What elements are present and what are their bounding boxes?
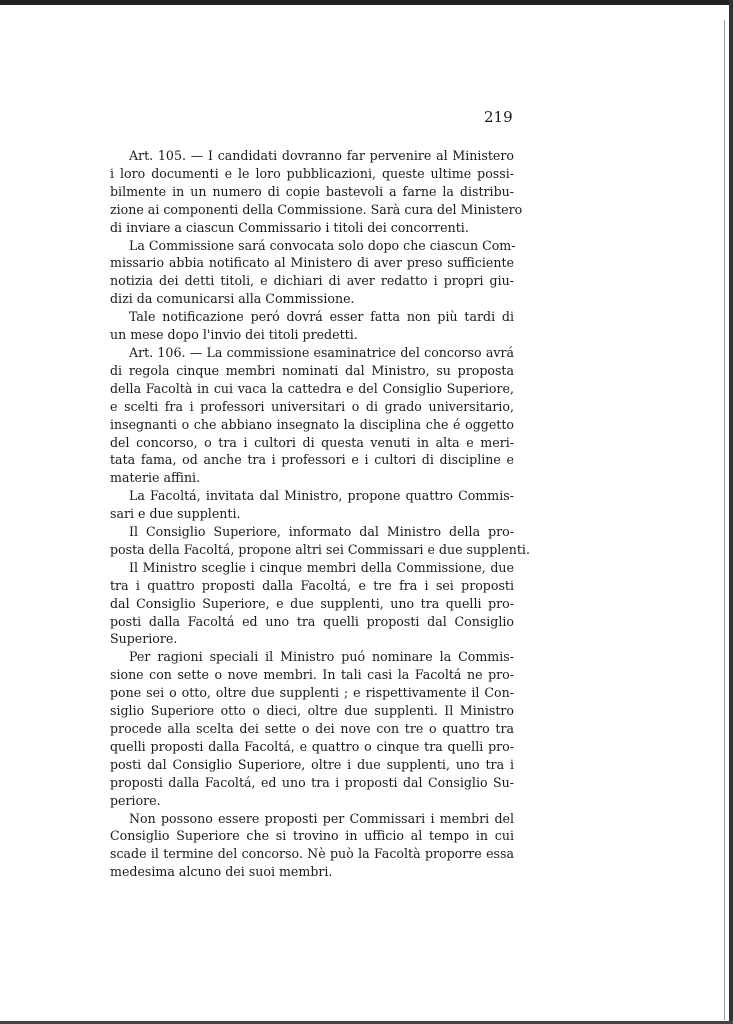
paragraph <box>110 237 514 309</box>
body-text <box>110 147 530 881</box>
paragraph <box>110 308 514 344</box>
text-line: proposti dalla Facoltá, ed uno tra i proposti dal Consiglio Su- <box>110 774 514 790</box>
text-line: siglio Superiore otto o dieci, oltre due supplenti. Il Ministro <box>110 703 514 719</box>
text-line: La Facoltá, invitata dal Ministro, propone quattro Commis- <box>129 488 514 504</box>
text-line: quelli proposti dalla Facoltá, e quattro o cinque tra quelli pro- <box>110 738 514 754</box>
text-line: La Commissione sará convocata solo dopo che ciascun Com- <box>129 237 516 253</box>
text-line: Art. 105. — I candidati dovranno far pervenire al Ministero <box>129 148 514 163</box>
text-line: zione ai componenti della Commissione. Sarà cura del Ministero <box>110 201 523 217</box>
text-line: Art. 106. — La commissione esaminatrice del concorso avrá <box>129 344 514 360</box>
text-line: procede alla scelta dei sette o dei nove con tre o quattro tra <box>110 721 514 736</box>
text-line: posti dal Consiglio Superiore, oltre i due supplenti, uno tra i <box>110 756 514 772</box>
text-line: dizi da comunicarsi alla Commissione. <box>110 291 355 307</box>
text-line: pone sei o otto, oltre due supplenti ; e rispettivamente il Con- <box>110 685 514 701</box>
text-line: posta della Facoltá, propone altri sei Commissari e due supplenti. <box>110 541 530 557</box>
text-line: tra i quattro proposti dalla Facoltá, e tre fra i sei proposti <box>110 577 514 593</box>
text-line: periore. <box>110 792 161 808</box>
text-line: missario abbia notificato al Ministero di aver preso sufficiente <box>110 255 514 271</box>
text-line: del concorso, o tra i cultori di questa venuti in alta e meri- <box>110 434 514 450</box>
page-number: 219 <box>484 108 513 126</box>
paragraph <box>110 559 514 649</box>
text-line: scade il termine del concorso. Nè può la Facoltà proporre essa <box>110 846 514 862</box>
paragraph <box>110 487 514 523</box>
text-line: notizia dei detti titoli, e dichiari di aver redatto i propri giu- <box>110 273 514 289</box>
text-line: materie affini. <box>110 470 201 486</box>
scan-top-edge <box>0 0 733 5</box>
text-line: della Facoltà in cui vaca la cattedra e del Consiglio Superiore, <box>110 380 514 396</box>
paragraph <box>110 147 523 237</box>
text-line: i loro documenti e le loro pubblicazioni, queste ultime possi- <box>110 165 514 181</box>
text-line: di inviare a ciascun Commissario i titoli dei concorrenti. <box>110 219 469 235</box>
text-line: di regola cinque membri nominati dal Ministro, su proposta <box>110 362 514 378</box>
text-line: Superiore. <box>110 631 178 647</box>
text-line: bilmente in un numero di copie bastevoli a farne la distribu- <box>110 183 514 199</box>
paragraph <box>110 344 514 487</box>
text-line: Non possono essere proposti per Commissari i membri del <box>129 810 514 826</box>
text-line: tata fama, od anche tra i professori e i cultori di discipline e <box>110 452 514 468</box>
text-line: Il Ministro sceglie i cinque membri della Commissione, due <box>129 559 514 575</box>
text-line: sari e due supplenti. <box>110 506 241 522</box>
text-line: Il Consiglio Superiore, informato dal Ministro della pro- <box>129 524 514 540</box>
text-line: sione con sette o nove membri. In tali casi la Facoltá ne pro- <box>110 667 514 683</box>
scan-right-shadow <box>724 20 725 1020</box>
text-line: Tale notificazione peró dovrá esser fatta non più tardi di <box>129 309 514 325</box>
text-line: un mese dopo l'invio dei titoli predetti. <box>110 327 358 343</box>
paragraph <box>110 523 530 559</box>
text-line: e scelti fra i professori universitari o di grado universitario, <box>110 398 514 414</box>
paragraph <box>110 648 514 809</box>
text-line: Per ragioni speciali il Ministro puó nominare la Commis- <box>129 649 514 665</box>
text-line: medesima alcuno dei suoi membri. <box>110 864 333 880</box>
text-line: posti dalla Facoltá ed uno tra quelli proposti dal Consiglio <box>110 613 514 629</box>
text-line: dal Consiglio Superiore, e due supplenti, uno tra quelli pro- <box>110 595 514 611</box>
text-line: insegnanti o che abbiano insegnato la disciplina che é oggetto <box>110 416 514 432</box>
scan-right-edge <box>729 0 733 1024</box>
paragraph <box>110 810 514 882</box>
text-line: Consiglio Superiore che si trovino in ufficio al tempo in cui <box>110 828 514 844</box>
